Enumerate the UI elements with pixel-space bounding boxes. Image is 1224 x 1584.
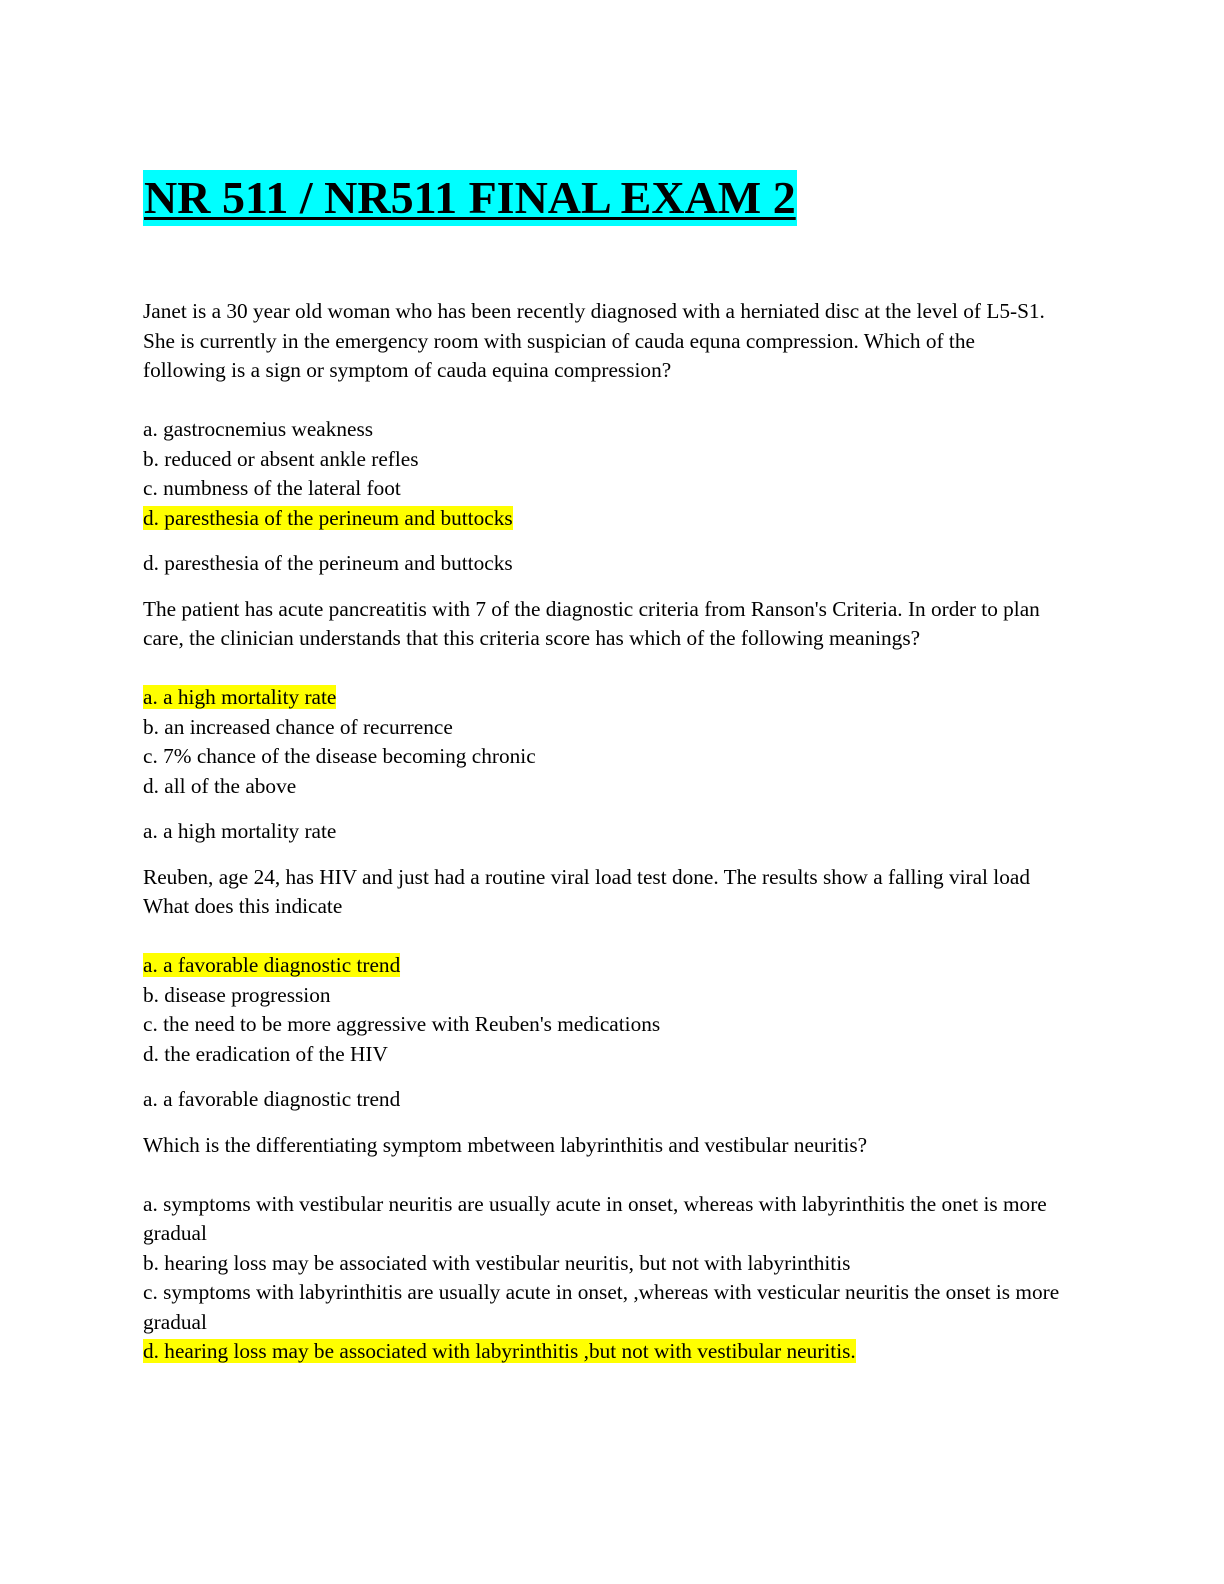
option-c: c. symptoms with labyrinthitis are usually acute in onset, ,whereas with vesticular neuritis the onset is more gradual [143, 1280, 1060, 1334]
question-text: The patient has acute pancreatitis with 7 of the diagnostic criteria from Ranson's Criteria. In order to plan care, the clinician understands that this criteria score has which of the following meanings? [143, 596, 1040, 650]
page-title: NR 511 / NR511 FINAL EXAM 2 [143, 170, 797, 226]
option-list [143, 1190, 1063, 1367]
question-list [143, 297, 1063, 1383]
question-block-2 [143, 595, 1063, 847]
option-a: a. symptoms with vestibular neuritis are usually acute in onset, whereas with labyrinthitis the onet is more gradual [143, 1191, 1047, 1245]
option-d-highlighted: d. paresthesia of the perineum and buttocks [143, 505, 513, 530]
option-d-highlighted: d. hearing loss may be associated with labyrinthitis ,but not with vestibular neuritis. [143, 1339, 856, 1363]
option-a-highlighted: a. a high mortality rate [143, 685, 337, 709]
option-list [143, 951, 1063, 1069]
option-b: b. disease progression [143, 982, 331, 1007]
option-b: b. hearing loss may be associated with vestibular neuritis, but not with labyrinthitis [143, 1250, 851, 1275]
option-c: c. 7% chance of the disease becoming chronic [143, 744, 536, 768]
question-block-3 [143, 863, 1063, 1115]
option-c: c. the need to be more aggressive with Reuben's medications [143, 1012, 661, 1036]
answer-line: a. a favorable diagnostic trend [143, 1087, 401, 1111]
question-text: Which is the differentiating symptom mbetween labyrinthitis and vestibular neuritis? [143, 1132, 868, 1157]
option-d: d. the eradication of the HIV [143, 1041, 388, 1066]
answer-line: d. paresthesia of the perineum and buttocks [143, 551, 513, 575]
answer-line: a. a high mortality rate [143, 819, 337, 843]
question-block-1 [143, 297, 1063, 579]
option-d: d. all of the above [143, 773, 297, 798]
option-list [143, 415, 1063, 533]
option-b: b. an increased chance of recurrence [143, 714, 453, 739]
question-block-4 [143, 1131, 1063, 1367]
option-c: c. numbness of the lateral foot [143, 476, 401, 500]
question-text: Reuben, age 24, has HIV and just had a routine viral load test done. The results show a falling viral load What does this indicate [143, 864, 1030, 918]
option-list [143, 683, 1063, 801]
option-a: a. gastrocnemius weakness [143, 417, 374, 441]
option-a-highlighted: a. a favorable diagnostic trend [143, 953, 401, 977]
option-b: b. reduced or absent ankle refles [143, 446, 419, 471]
question-text: Janet is a 30 year old woman who has been recently diagnosed with a herniated disc at the level of L5-S1. She is currently in the emergency room with suspician of cauda equna compression. Which of the following is a sign or symptom of cauda equina compression? [143, 299, 1045, 382]
